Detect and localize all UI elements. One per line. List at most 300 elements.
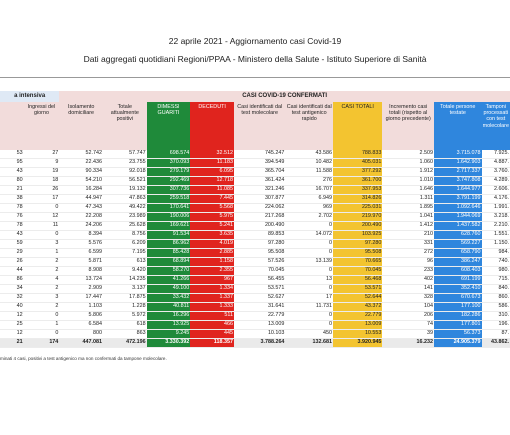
table-cell: 177.100: [434, 303, 482, 312]
table-cell: 97.280: [234, 240, 285, 249]
table-cell: 174: [24, 339, 60, 348]
column-header: Casi identificati dal test molecolare: [234, 102, 285, 150]
table-cell: 447.081: [59, 339, 103, 348]
table-cell: 331: [382, 240, 434, 249]
table-cell: 279.179: [147, 168, 191, 177]
table-cell: 2.355: [190, 267, 234, 276]
table-cell: 4.176.: [482, 195, 510, 204]
table-cell: 13.139: [285, 258, 333, 267]
table-cell: 2.606.: [482, 186, 510, 195]
table-cell: 445: [190, 330, 234, 339]
table-cell: 19: [24, 168, 60, 177]
table-row: [0, 276, 510, 285]
table-cell: 11.085: [190, 186, 234, 195]
table-cell: 691.199: [434, 276, 482, 285]
table-total-row: [0, 339, 510, 348]
table-cell: 87.: [482, 330, 510, 339]
table-cell: 23.755: [103, 159, 147, 168]
table-cell: 670.673: [434, 294, 482, 303]
table-cell: 95.508: [234, 249, 285, 258]
table-cell: 206: [382, 312, 434, 321]
table-row: [0, 195, 510, 204]
table-cell: 70.045: [234, 267, 285, 276]
table-cell: 13.925: [147, 321, 191, 330]
table-cell: 2.717.337: [434, 168, 482, 177]
table-row: [0, 177, 510, 186]
table-cell: 3.920.945: [333, 339, 382, 348]
table-cell: 170.641: [147, 204, 191, 213]
table-cell: 1.333: [190, 303, 234, 312]
table-cell: 6.949: [285, 195, 333, 204]
table-cell: 103.925: [333, 231, 382, 240]
table-cell: 980.: [482, 267, 510, 276]
table-cell: 59: [0, 240, 24, 249]
table-row: [0, 222, 510, 231]
table-cell: 740.: [482, 258, 510, 267]
table-cell: 43.862.: [482, 339, 510, 348]
table-cell: 22.436: [59, 159, 103, 168]
table-cell: 394.549: [234, 159, 285, 168]
table-cell: 715.: [482, 276, 510, 285]
table-cell: 0: [24, 312, 60, 321]
table-cell: 52.627: [234, 294, 285, 303]
table-cell: 5.568: [190, 204, 234, 213]
table-cell: 5.576: [59, 240, 103, 249]
table-cell: 1.311: [382, 195, 434, 204]
table-cell: 52.644: [333, 294, 382, 303]
table-cell: 8.908: [59, 267, 103, 276]
table-cell: 7.195: [103, 249, 147, 258]
table-cell: 0: [285, 321, 333, 330]
table-cell: 1.337: [190, 294, 234, 303]
table-cell: 613: [103, 258, 147, 267]
table-cell: 9: [24, 159, 60, 168]
table-row: [0, 267, 510, 276]
table-cell: 511: [190, 312, 234, 321]
table-cell: 310.: [482, 312, 510, 321]
table-row: [0, 240, 510, 249]
table-cell: 2.885: [190, 249, 234, 258]
table-cell: 182.286: [434, 312, 482, 321]
table-cell: 219.970: [333, 213, 382, 222]
table-cell: 12: [0, 312, 24, 321]
table-cell: 3: [24, 294, 60, 303]
table-cell: 4.019: [190, 240, 234, 249]
table-row: [0, 186, 510, 195]
table-cell: 40.811: [147, 303, 191, 312]
table-row: [0, 321, 510, 330]
table-cell: 91.534: [147, 231, 191, 240]
footnote: minati 4 casi, positivi a test antigenico ma non confermati da tampone molecolare.: [0, 356, 167, 361]
table-cell: 56.373: [434, 330, 482, 339]
group-header-intensive: a intensiva: [0, 91, 59, 102]
page-subtitle: Dati aggregati quotidiani Regioni/PPAA - Ministero della Salute - Istituto Superiore di Sanità: [83, 54, 427, 64]
table-cell: 78: [0, 204, 24, 213]
table-cell: 3.137: [103, 285, 147, 294]
table-cell: 96: [382, 258, 434, 267]
table-cell: 1.041: [382, 213, 434, 222]
table-row: [0, 285, 510, 294]
table-cell: 12: [24, 213, 60, 222]
table-cell: 8.756: [103, 231, 147, 240]
table-cell: 2: [24, 303, 60, 312]
table-cell: 5.241: [190, 222, 234, 231]
table-cell: 6.095: [190, 168, 234, 177]
table-cell: 217.268: [234, 213, 285, 222]
table-cell: 23.989: [103, 213, 147, 222]
table-cell: 6.599: [59, 249, 103, 258]
table-cell: 7.445: [190, 195, 234, 204]
column-header: Incremento casi totali (rispetto al giorno precedente): [382, 102, 434, 150]
table-cell: 16.707: [285, 186, 333, 195]
table-cell: 8.394: [59, 231, 103, 240]
column-header-persone-testate: Totale persone testate: [434, 102, 482, 150]
table-cell: 658.790: [434, 249, 482, 258]
table-cell: 13: [285, 276, 333, 285]
table-cell: 13.009: [333, 321, 382, 330]
table-cell: 569.227: [434, 240, 482, 249]
table-cell: 860.: [482, 294, 510, 303]
table-cell: 3.747.808: [434, 177, 482, 186]
table-cell: 13.724: [59, 276, 103, 285]
table-cell: 17.447: [59, 294, 103, 303]
table-cell: 97.280: [333, 240, 382, 249]
table-cell: 1.551.: [482, 231, 510, 240]
table-row: [0, 213, 510, 222]
table-cell: 698.574: [147, 150, 191, 159]
table-cell: 200.490: [333, 222, 382, 231]
table-cell: 1.092.646: [434, 204, 482, 213]
table-cell: 70.665: [333, 258, 382, 267]
table-cell: 49.422: [103, 204, 147, 213]
table-row: [0, 231, 510, 240]
table-cell: 26: [0, 258, 24, 267]
table-cell: 40: [0, 303, 24, 312]
table-cell: 1.158: [190, 258, 234, 267]
table-cell: 472.196: [103, 339, 147, 348]
table-cell: 352.410: [434, 285, 482, 294]
table-cell: 967: [190, 276, 234, 285]
table-cell: 196.: [482, 321, 510, 330]
covid-data-table: [0, 91, 510, 348]
table-cell: 1.010: [382, 177, 434, 186]
table-cell: 10.482: [285, 159, 333, 168]
table-cell: 177.801: [434, 321, 482, 330]
table-cell: 12.718: [190, 177, 234, 186]
column-header: Casi identificati dal test antigenico rapido: [285, 102, 333, 150]
table-cell: 18: [24, 177, 60, 186]
table-cell: 200.490: [234, 222, 285, 231]
table-cell: 24.905.379: [434, 339, 482, 348]
table-cell: 56.468: [333, 276, 382, 285]
table-cell: 78: [0, 222, 24, 231]
table-cell: 1.150.: [482, 240, 510, 249]
table-cell: 863: [103, 330, 147, 339]
table-cell: 1.642.903: [434, 159, 482, 168]
table-cell: 5.975: [190, 213, 234, 222]
table-cell: 43: [0, 231, 24, 240]
table-cell: 22.208: [59, 213, 103, 222]
table-cell: 10.103: [234, 330, 285, 339]
table-cell: 54.210: [59, 177, 103, 186]
table-cell: 337.953: [333, 186, 382, 195]
table-cell: 16.232: [382, 339, 434, 348]
table-cell: 53: [0, 150, 24, 159]
table-cell: 800: [59, 330, 103, 339]
table-cell: 86.962: [147, 240, 191, 249]
table-row: [0, 159, 510, 168]
table-cell: 466: [190, 321, 234, 330]
table-cell: 12: [0, 330, 24, 339]
table-cell: 224.062: [234, 204, 285, 213]
table-cell: 1.103: [59, 303, 103, 312]
column-header: Isolamento domiciliare: [59, 102, 103, 150]
table-cell: 2.210.: [482, 222, 510, 231]
table-cell: 969: [285, 204, 333, 213]
table-cell: 225.031: [333, 204, 382, 213]
table-cell: 14.072: [285, 231, 333, 240]
table-cell: 1.228: [103, 303, 147, 312]
table-cell: 41.266: [147, 276, 191, 285]
table-cell: 2: [24, 258, 60, 267]
table-cell: 405.031: [333, 159, 382, 168]
table-cell: 34: [0, 285, 24, 294]
table-cell: 307.736: [147, 186, 191, 195]
table-cell: 6.584: [59, 321, 103, 330]
table-cell: 1.412: [382, 222, 434, 231]
table-cell: 1.644.977: [434, 186, 482, 195]
table-cell: 292.469: [147, 177, 191, 186]
column-header-tamponi: Tamponi processati con test molecolare: [482, 102, 510, 150]
table-cell: 0: [285, 312, 333, 321]
table-cell: 57.747: [103, 150, 147, 159]
table-cell: 24.206: [59, 222, 103, 231]
table-cell: 4.887.: [482, 159, 510, 168]
table-cell: 3.330.392: [147, 339, 191, 348]
table-cell: 0: [24, 204, 60, 213]
table-cell: 43: [0, 168, 24, 177]
column-header: [0, 102, 24, 150]
table-cell: 74: [382, 321, 434, 330]
table-cell: 49.100: [147, 285, 191, 294]
page-title: 22 aprile 2021 - Aggiornamento casi Covid-19: [168, 36, 342, 46]
table-cell: 11: [24, 222, 60, 231]
table-cell: 90.334: [59, 168, 103, 177]
table-cell: 1.912: [382, 168, 434, 177]
table-cell: 53.571: [333, 285, 382, 294]
table-cell: 4: [24, 276, 60, 285]
table-cell: 58.270: [147, 267, 191, 276]
table-cell: 370.093: [147, 159, 191, 168]
table-cell: 56.455: [234, 276, 285, 285]
table-cell: 57.526: [234, 258, 285, 267]
table-cell: 2.909: [59, 285, 103, 294]
table-cell: 2.509: [382, 150, 434, 159]
table-cell: 450: [285, 330, 333, 339]
table-cell: 1: [24, 321, 60, 330]
table-row: [0, 330, 510, 339]
table-cell: 608.403: [434, 267, 482, 276]
table-cell: 25.628: [103, 222, 147, 231]
table-cell: 22.779: [333, 312, 382, 321]
table-cell: 31.641: [234, 303, 285, 312]
table-cell: 17: [285, 294, 333, 303]
table-cell: 0: [285, 267, 333, 276]
table-cell: 104: [382, 303, 434, 312]
table-cell: 19.132: [103, 186, 147, 195]
table-cell: 53.571: [234, 285, 285, 294]
table-cell: 3.760.: [482, 168, 510, 177]
table-cell: 47.863: [103, 195, 147, 204]
table-cell: 788.833: [333, 150, 382, 159]
table-cell: 0: [24, 330, 60, 339]
table-cell: 29: [0, 249, 24, 258]
table-cell: 14.235: [103, 276, 147, 285]
table-cell: 32: [0, 294, 24, 303]
table-cell: 5.871: [59, 258, 103, 267]
table-cell: 361.700: [333, 177, 382, 186]
table-cell: 21: [0, 186, 24, 195]
table-cell: 1.944.069: [434, 213, 482, 222]
table-cell: 377.292: [333, 168, 382, 177]
table-cell: 16.296: [147, 312, 191, 321]
table-row: [0, 303, 510, 312]
table-row: [0, 204, 510, 213]
group-header-confirmed: CASI COVID-19 CONFERMATI: [59, 91, 510, 102]
table-cell: 0: [285, 222, 333, 231]
table-cell: 5.972: [103, 312, 147, 321]
table-cell: 44: [0, 267, 24, 276]
table-cell: 3.218.: [482, 213, 510, 222]
table-cell: 86: [0, 276, 24, 285]
table-cell: 25: [0, 321, 24, 330]
table-cell: 586.: [482, 303, 510, 312]
table-cell: 52.742: [59, 150, 103, 159]
table-cell: 118.357: [190, 339, 234, 348]
table-cell: 2: [24, 285, 60, 294]
table-cell: 0: [24, 231, 60, 240]
table-cell: 141: [382, 285, 434, 294]
table-cell: 95.508: [333, 249, 382, 258]
table-row: [0, 150, 510, 159]
table-cell: 365.704: [234, 168, 285, 177]
table-cell: 3.791.199: [434, 195, 482, 204]
table-cell: 321.246: [234, 186, 285, 195]
table-cell: 47.343: [59, 204, 103, 213]
table-cell: 328: [382, 294, 434, 303]
table-cell: 1.991.: [482, 204, 510, 213]
table-cell: 22.779: [234, 312, 285, 321]
table-cell: 132.681: [285, 339, 333, 348]
table-cell: 3: [24, 240, 60, 249]
table-cell: 10.553: [333, 330, 382, 339]
table-cell: 33.432: [147, 294, 191, 303]
table-row: [0, 294, 510, 303]
table-row: [0, 249, 510, 258]
table-cell: 314.826: [333, 195, 382, 204]
table-cell: 80: [0, 177, 24, 186]
table-cell: 3.635: [190, 231, 234, 240]
table-cell: 628.760: [434, 231, 482, 240]
table-cell: 1.895: [382, 204, 434, 213]
table-cell: 618: [103, 321, 147, 330]
table-cell: 32.512: [190, 150, 234, 159]
table-cell: 745.247: [234, 150, 285, 159]
table-cell: 44.947: [59, 195, 103, 204]
table-cell: 17.875: [103, 294, 147, 303]
table-cell: 3.788.264: [234, 339, 285, 348]
table-cell: 11.183: [190, 159, 234, 168]
table-cell: 68.894: [147, 258, 191, 267]
table-cell: 0: [285, 249, 333, 258]
table-cell: 272: [382, 249, 434, 258]
table-cell: 43.586: [285, 150, 333, 159]
table-cell: 276: [285, 177, 333, 186]
table-cell: 169.621: [147, 222, 191, 231]
table-cell: 1: [24, 249, 60, 258]
table-cell: 6.209: [103, 240, 147, 249]
table-cell: 2: [24, 267, 60, 276]
column-header-dimessi: DIMESSI GUARITI: [147, 102, 191, 150]
table-cell: 7.925.: [482, 150, 510, 159]
table-cell: 210: [382, 231, 434, 240]
table-cell: 1.334: [190, 285, 234, 294]
table-cell: 11.588: [285, 168, 333, 177]
table-cell: 9.420: [103, 267, 147, 276]
table-row: [0, 258, 510, 267]
column-header-deceduti: DECEDUTI: [190, 102, 234, 150]
table-cell: 5.806: [59, 312, 103, 321]
column-header: Totale attualmente positivi: [103, 102, 147, 150]
table-cell: 259.518: [147, 195, 191, 204]
table-row: [0, 168, 510, 177]
table-cell: 2.702: [285, 213, 333, 222]
table-cell: 840.: [482, 285, 510, 294]
table-cell: 92.018: [103, 168, 147, 177]
table-cell: 9.245: [147, 330, 191, 339]
table-cell: 70.045: [333, 267, 382, 276]
table-cell: 17: [24, 195, 60, 204]
column-header: Ingressi del giorno: [24, 102, 60, 150]
table-cell: 95: [0, 159, 24, 168]
table-cell: 21: [0, 339, 24, 348]
table-cell: 3.715.078: [434, 150, 482, 159]
table-cell: 0: [285, 240, 333, 249]
table-cell: 1.437.582: [434, 222, 482, 231]
table-cell: 39: [382, 330, 434, 339]
column-header-casi-totali: CASI TOTALI: [333, 102, 382, 150]
table-cell: 1.060: [382, 159, 434, 168]
table-cell: 0: [285, 285, 333, 294]
table-cell: 984.: [482, 249, 510, 258]
table-cell: 361.424: [234, 177, 285, 186]
table-cell: 56.521: [103, 177, 147, 186]
table-cell: 38: [0, 195, 24, 204]
table-cell: 76: [0, 213, 24, 222]
table-cell: 85.428: [147, 249, 191, 258]
table-cell: 4.289.: [482, 177, 510, 186]
table-cell: 402: [382, 276, 434, 285]
table-cell: 89.853: [234, 231, 285, 240]
table-cell: 11.731: [285, 303, 333, 312]
table-cell: 27: [24, 150, 60, 159]
table-cell: 13.009: [234, 321, 285, 330]
table-cell: 233: [382, 267, 434, 276]
table-cell: 16.284: [59, 186, 103, 195]
table-row: [0, 312, 510, 321]
table-cell: 26: [24, 186, 60, 195]
table-cell: 307.877: [234, 195, 285, 204]
